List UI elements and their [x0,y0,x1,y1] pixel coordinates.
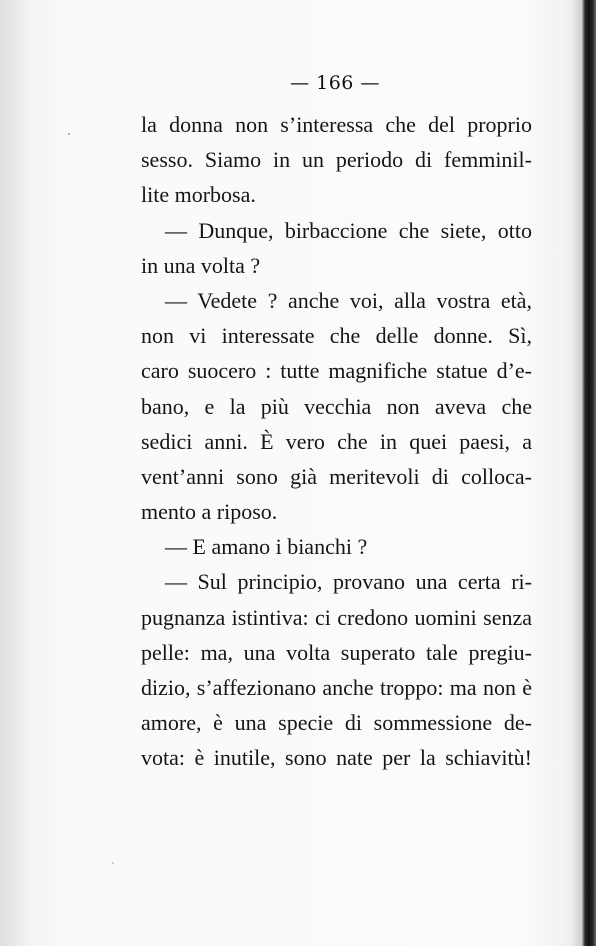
text-line: — Sul principio, provano una certa ri- [165,569,532,595]
body-text [141,107,532,776]
text-line: sesso. Siamo in un periodo di femminil- [141,147,532,173]
text-line: caro suocero : tutte magnifiche statue d’e- [141,358,532,384]
text-line: vent’anni sono già meritevoli di colloca- [141,463,532,489]
text-line: — Dunque, birbaccione che siete, otto [165,217,532,243]
text-line: lite morbosa. [141,182,256,208]
text-line: bano, e la più vecchia non aveva che [141,393,532,419]
text-line: non vi interessate che delle donne. Sì, [141,323,532,349]
page-binding-edge [582,0,596,946]
text-line: mento a riposo. [141,499,278,525]
text-line: pelle: ma, una volta superato tale pregiu- [141,639,532,665]
paper-speck [68,133,70,135]
binding-shadow [572,0,582,946]
text-line: vota: è inutile, sono nate per la schiavitù! [141,745,532,771]
paper-speck [112,862,114,864]
text-line: la donna non s’interessa che del proprio [141,112,532,137]
text-line: — E amano i bianchi ? [165,534,368,560]
text-line: — Vedete ? anche voi, alla vostra età, [165,287,532,313]
text-line: in una volta ? [141,252,261,278]
text-line: amore, è una specie di sommessione de- [141,710,532,736]
text-line: pugnanza istintiva: ci credono uomini senza [141,604,532,630]
text-line: sedici anni. È vero che in quei paesi, a [141,428,532,454]
page-number: — 166 — [290,72,380,94]
text-line: dizio, s’affezionano anche troppo: ma non è [141,675,532,700]
